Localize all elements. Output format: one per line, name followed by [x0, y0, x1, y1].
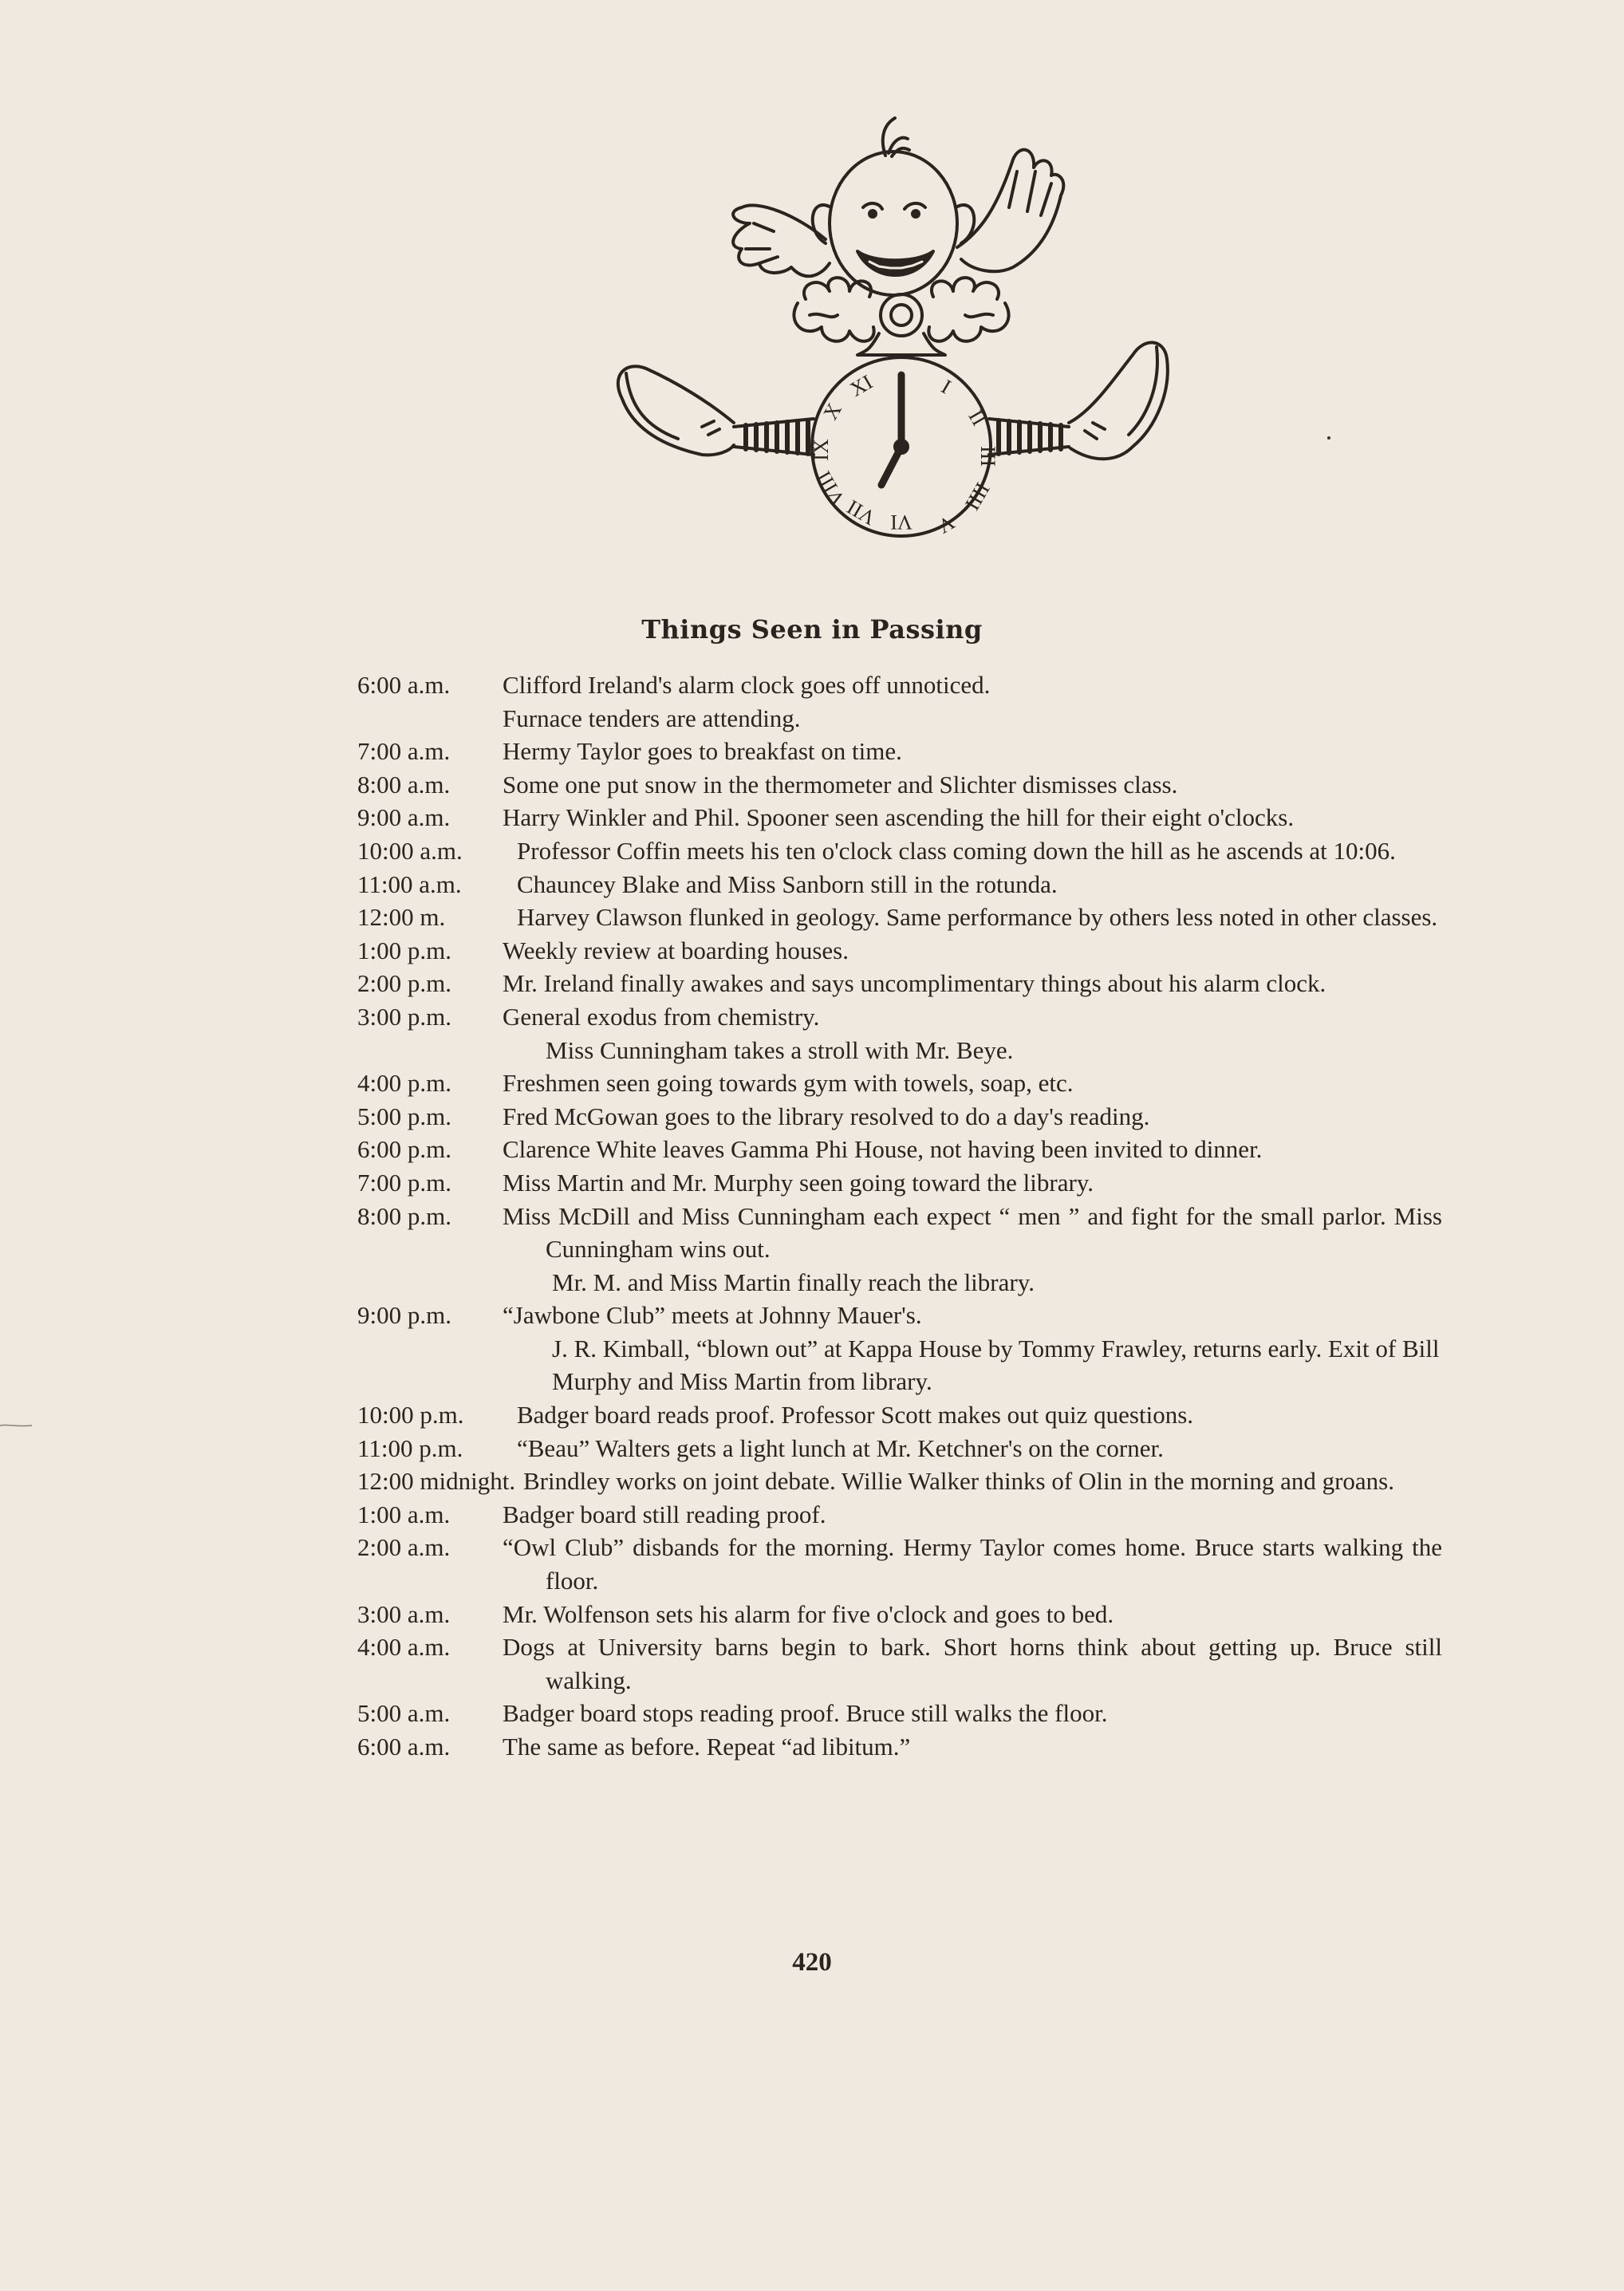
clock-numeral: XI: [846, 370, 877, 401]
entry-text: Weekly review at boarding houses.: [503, 936, 849, 964]
entry-text: Harry Winkler and Phil. Spooner seen ascending the hill for their eight o'clocks.: [503, 803, 1295, 832]
entry-text: “Owl Club” disbands for the morning. Hermy Taylor comes home. Bruce starts walking the floor.: [503, 1533, 1442, 1595]
schedule-entry: [357, 834, 1442, 868]
entry-time: 7:00 p.m.: [357, 1168, 451, 1197]
entry-time: 6:00 a.m.: [357, 1733, 451, 1761]
entry-time: 3:00 a.m.: [357, 1599, 451, 1628]
entry-text: Freshmen seen going towards gym with towels, soap, etc.: [503, 1069, 1074, 1098]
clock-numeral: II: [964, 405, 991, 430]
schedule-entry: [357, 1697, 1442, 1730]
clock-numeral: X: [818, 399, 846, 424]
entry-time: 8:00 a.m.: [357, 770, 451, 798]
entry-text: Miss McDill and Miss Cunningham each expect “ men ” and fight for the small parlor. Miss Cunningham wins out.: [503, 1201, 1442, 1264]
schedule-entry: [357, 1200, 1442, 1266]
entry-time: 6:00 a.m.: [357, 671, 451, 699]
clock-numeral: IX: [810, 439, 833, 461]
schedule-entry: [357, 1100, 1442, 1134]
entry-text: Chauncey Blake and Miss Sanborn still in the rotunda.: [517, 869, 1058, 898]
entry-time: 1:00 p.m.: [357, 936, 451, 964]
entry-text: Clarence White leaves Gamma Phi House, not having been invited to dinner.: [503, 1135, 1263, 1164]
schedule-entry: [357, 1631, 1442, 1697]
entry-time: 5:00 a.m.: [357, 1699, 451, 1728]
schedule-entry: [357, 768, 1442, 802]
schedule-entry: [357, 1730, 1442, 1764]
clock-numeral: III: [976, 446, 999, 467]
schedule-entry: [357, 1000, 1442, 1034]
entry-text: Miss Martin and Mr. Murphy seen going toward the library.: [503, 1168, 1094, 1197]
entry-time: 4:00 a.m.: [357, 1633, 451, 1662]
clock-numeral: VI: [890, 511, 913, 534]
schedule-entry: [357, 1266, 1442, 1299]
entry-text: Harvey Clawson flunked in geology. Same performance by others less noted in other classes.: [517, 903, 1438, 932]
schedule-entry: [357, 1034, 1442, 1067]
entry-time: 12:00 midnight.: [357, 1467, 516, 1496]
schedule-entry: [357, 967, 1442, 1000]
entry-text: Professor Coffin meets his ten o'clock class coming down the hill as he ascends at 10:06.: [517, 836, 1396, 865]
entry-time: 2:00 a.m.: [357, 1533, 451, 1562]
entry-time: 4:00 p.m.: [357, 1069, 451, 1098]
schedule-entry: [357, 1598, 1442, 1631]
schedule-entry: [357, 1531, 1442, 1597]
entry-text: Miss Cunningham takes a stroll with Mr. Beye.: [546, 1035, 1014, 1064]
entry-time: 9:00 a.m.: [357, 803, 451, 832]
schedule-entry: [357, 1067, 1442, 1100]
entry-text: Mr. Ireland finally awakes and says uncomplimentary things about his alarm clock.: [503, 969, 1326, 998]
entry-text: “Jawbone Club” meets at Johnny Mauer's.: [503, 1301, 922, 1330]
entry-text: Mr. Wolfenson sets his alarm for five o'clock and goes to bed.: [503, 1599, 1114, 1628]
schedule-entry: [357, 934, 1442, 968]
entry-time: 1:00 a.m.: [357, 1500, 451, 1528]
entry-text: Brindley works on joint debate. Willie Walker thinks of Olin in the morning and groans.: [523, 1467, 1394, 1496]
page-number: 420: [792, 1948, 832, 1977]
entry-text: Badger board stops reading proof. Bruce still walks the floor.: [503, 1699, 1108, 1728]
schedule-entry: [357, 801, 1442, 834]
schedule-entry: [357, 1465, 1442, 1498]
entry-time: 11:00 p.m.: [357, 1433, 463, 1462]
ink-speck: [1327, 436, 1330, 440]
schedule-entry: [357, 735, 1442, 768]
entry-time: 10:00 p.m.: [357, 1401, 464, 1429]
schedule-entry: [357, 702, 1442, 735]
entry-text: The same as before. Repeat “ad libitum.”: [503, 1733, 911, 1761]
entry-time: 9:00 p.m.: [357, 1301, 451, 1330]
clock-numeral: VII: [842, 495, 880, 530]
clock-clown-illustration-icon: [582, 112, 1220, 606]
clock-numeral: IIII: [960, 479, 995, 515]
page-title: Things Seen in Passing: [641, 614, 983, 645]
clock-numeral: I: [937, 374, 956, 399]
entry-time: 11:00 a.m.: [357, 869, 462, 898]
clock-numeral: V: [933, 511, 959, 538]
entry-text: Some one put snow in the thermometer and Slichter dismisses class.: [503, 770, 1178, 798]
entry-text: Fred McGowan goes to the library resolved to do a day's reading.: [503, 1102, 1150, 1130]
entry-text: Furnace tenders are attending.: [503, 704, 801, 732]
schedule-entry: [357, 1133, 1442, 1166]
entry-time: 5:00 p.m.: [357, 1102, 451, 1130]
schedule-list: [357, 668, 1442, 1764]
entry-text: J. R. Kimball, “blown out” at Kappa House by Tommy Frawley, returns early. Exit of Bill Murphy and Miss Martin from library.: [552, 1334, 1440, 1396]
entry-time: 2:00 p.m.: [357, 969, 451, 998]
clock-numeral: VIII: [811, 467, 850, 510]
schedule-entry: [357, 1498, 1442, 1532]
entry-text: Badger board still reading proof.: [503, 1500, 826, 1528]
entry-time: 7:00 a.m.: [357, 737, 451, 766]
entry-text: General exodus from chemistry.: [503, 1002, 820, 1031]
entry-time: 10:00 a.m.: [357, 836, 463, 865]
entry-time: 8:00 p.m.: [357, 1201, 451, 1230]
schedule-entry: [357, 1398, 1442, 1432]
entry-text: Dogs at University barns begin to bark. Short horns think about getting up. Bruce still walking.: [503, 1633, 1442, 1694]
entry-text: Hermy Taylor goes to breakfast on time.: [503, 737, 902, 766]
schedule-entry: [357, 1332, 1442, 1398]
entry-text: “Beau” Walters gets a light lunch at Mr. Ketchner's on the corner.: [517, 1433, 1164, 1462]
entry-time: 6:00 p.m.: [357, 1135, 451, 1164]
schedule-entry: [357, 1432, 1442, 1465]
schedule-entry: [357, 1299, 1442, 1332]
margin-mark: [0, 1424, 32, 1427]
schedule-entry: [357, 1166, 1442, 1200]
schedule-entry: [357, 901, 1442, 934]
entry-time: 3:00 p.m.: [357, 1002, 451, 1031]
schedule-entry: [357, 668, 1442, 702]
entry-text: Badger board reads proof. Professor Scott makes out quiz questions.: [517, 1401, 1194, 1429]
entry-text: Clifford Ireland's alarm clock goes off unnoticed.: [503, 671, 991, 699]
schedule-entry: [357, 868, 1442, 901]
entry-time: 12:00 m.: [357, 903, 446, 932]
entry-text: Mr. M. and Miss Martin finally reach the library.: [552, 1268, 1035, 1296]
